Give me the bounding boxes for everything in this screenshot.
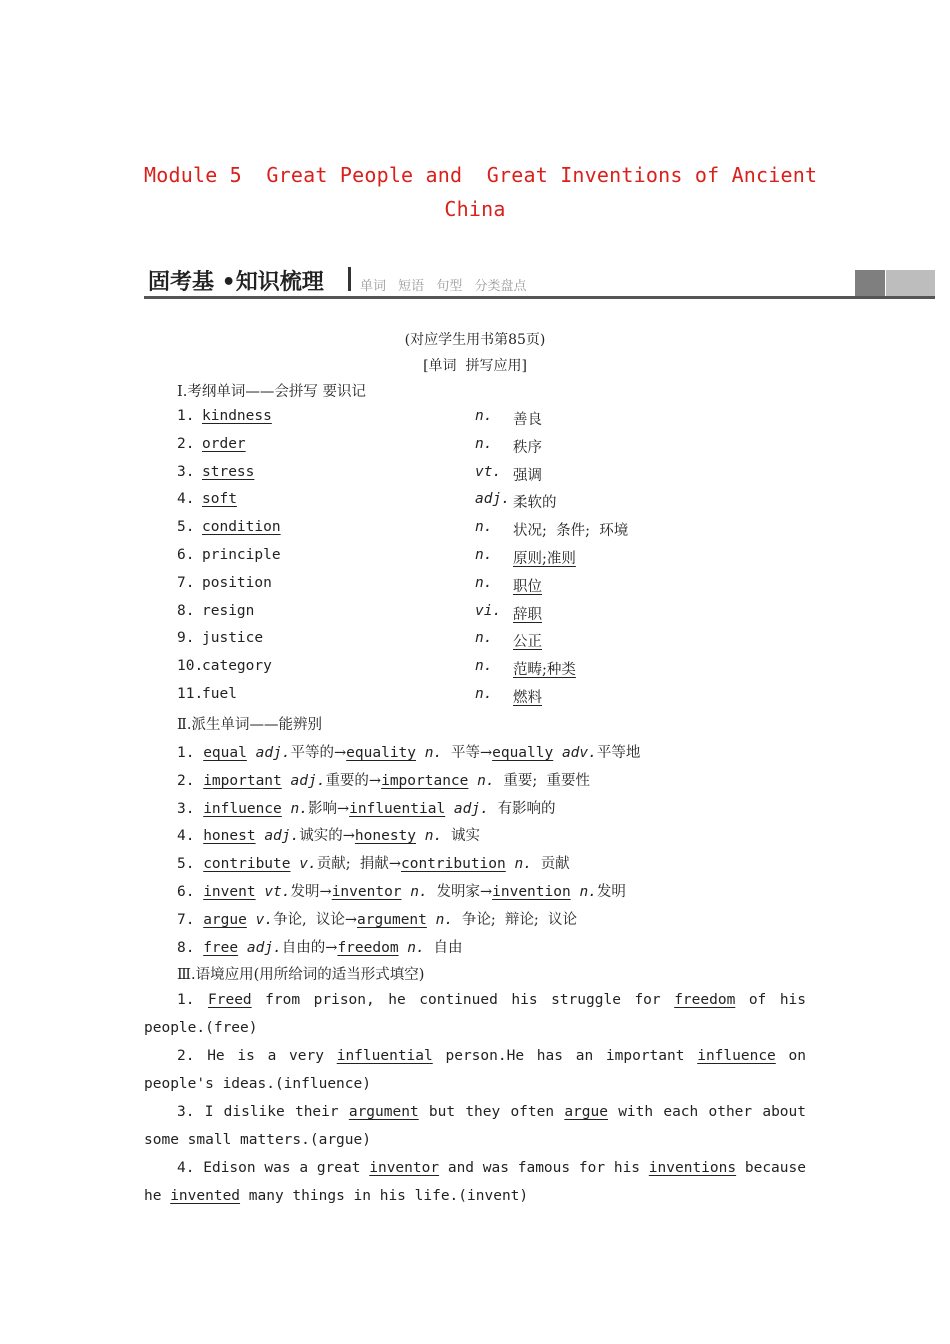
exercise-3 (144, 1099, 806, 1155)
answer-blank: Freed (208, 992, 252, 1008)
part-of-speech: vi. (475, 602, 502, 619)
meaning: 发明→ (290, 884, 332, 900)
item-number: 9. (177, 630, 195, 647)
meaning: 柔软的 (513, 495, 557, 512)
part-of-speech: n. (475, 630, 493, 647)
word: soft (202, 491, 237, 508)
item-number: 5. (177, 856, 195, 873)
item-number: 6. (177, 547, 195, 563)
word: resign (202, 602, 255, 619)
part-of-speech: v. (255, 911, 274, 928)
exercise-number: 3. (177, 1104, 195, 1120)
exercise-number: 1. (177, 992, 195, 1008)
word: condition (202, 519, 281, 536)
subtitle-sentences: 句型 (436, 279, 463, 294)
part-of-speech: n. (475, 408, 493, 424)
base-word: free (203, 939, 239, 956)
exercise-number: 2. (177, 1048, 195, 1064)
block-title: [单词 拼写应用] (423, 358, 527, 374)
item-number: 7. (177, 574, 195, 591)
part-of-speech: n. (475, 547, 493, 563)
part-of-speech: vt. (264, 884, 291, 900)
derived-word: equally (492, 745, 554, 761)
meaning: 强调 (513, 467, 542, 484)
part-of-speech: n. (290, 800, 308, 817)
section-separator (348, 267, 351, 291)
derivation-row (177, 769, 590, 790)
word: justice (202, 630, 264, 647)
answer-blank: influence (697, 1048, 776, 1064)
exercise-text: many things in his life.(invent) (240, 1187, 529, 1204)
part-of-speech: n. (477, 772, 495, 789)
meaning: 影响→ (307, 800, 350, 817)
derivation-row (177, 741, 640, 762)
part-of-speech: n. (475, 519, 493, 536)
meaning: 发明 (596, 884, 626, 900)
exercise-text: person.He has an important (432, 1048, 698, 1064)
decor-block-dark (855, 270, 885, 296)
meaning: 平等→ (450, 745, 493, 761)
part-of-speech: adj. (453, 800, 489, 817)
item-number: 1. (177, 408, 195, 424)
item-number: 7. (177, 911, 195, 928)
meaning: 贡献 (540, 856, 570, 873)
derived-word: argument (357, 911, 427, 928)
meaning: 状况; 条件; 环境 (513, 523, 629, 540)
item-number: 1. (177, 745, 195, 761)
subtitle-phrases: 短语 (398, 279, 425, 294)
page-reference: (对应学生用书第85页) (404, 332, 546, 348)
exercise-text: I dislike their (194, 1104, 349, 1120)
derived-word: importance (381, 772, 469, 789)
meaning: 自由 (433, 939, 463, 956)
subtitle-review: 分类盘点 (474, 279, 527, 294)
section-rule (144, 296, 935, 299)
answer-blank: argument (348, 1104, 419, 1120)
part-of-speech: n. (424, 828, 443, 845)
part-of-speech: n. (435, 911, 454, 928)
exercise-text: because he (144, 1160, 806, 1204)
part-of-speech: n. (475, 435, 493, 452)
item-number: 3. (177, 800, 195, 817)
part-of-speech: n. (475, 686, 493, 702)
item-number: 6. (177, 884, 195, 900)
part-of-speech: v. (299, 856, 317, 873)
answer-blank: freedom (674, 992, 736, 1008)
answer-blank: inventions (648, 1160, 737, 1176)
exercise-text: with each other about some small matters.(argue) (144, 1104, 806, 1148)
part-of-speech: vt. (475, 463, 502, 480)
meaning: 诚实的→ (299, 828, 355, 845)
part-of-speech: adj. (255, 745, 291, 761)
exercise-number: 4. (177, 1160, 195, 1176)
derived-word: invention (492, 884, 571, 900)
part-of-speech: n. (410, 884, 428, 900)
subtitle-words: 单词 (360, 279, 387, 294)
word: order (202, 435, 246, 452)
item-number: 3. (177, 463, 195, 480)
title-line-2: China (444, 197, 506, 221)
word: position (202, 574, 272, 591)
derivation-row (177, 852, 570, 873)
derived-word: freedom (337, 939, 399, 956)
item-number: 4. (177, 828, 195, 845)
part-of-speech: n. (475, 658, 493, 675)
meaning: 范畴;种类 (513, 662, 576, 679)
meaning: 重要; 重要性 (503, 772, 590, 789)
meaning: 自由的→ (281, 939, 338, 956)
item-number: 2. (177, 772, 195, 789)
base-word: influence (203, 800, 282, 817)
word: category (202, 658, 272, 675)
section-header-bar (144, 265, 935, 299)
exercise-text: but they often (418, 1104, 565, 1120)
item-number: 4. (177, 491, 195, 508)
meaning: 平等地 (596, 745, 641, 761)
item-number: 11. (177, 686, 204, 702)
derivation-row (177, 797, 556, 818)
section-subtitles (360, 275, 534, 294)
exercise-text: of his people.(free) (144, 992, 807, 1036)
document-title (144, 158, 818, 226)
derived-word: honesty (354, 828, 417, 845)
part-of-speech: n. (424, 745, 443, 761)
derivation-row (177, 936, 462, 957)
title-line-1: Module 5 Great People and Great Inventions of Ancient (144, 163, 818, 187)
base-word: invent (203, 884, 256, 900)
meaning: 善良 (513, 412, 542, 428)
base-word: honest (203, 828, 256, 845)
part3-heading: Ⅲ.语境应用(用所给词的适当形式填空) (177, 967, 425, 983)
word: principle (202, 547, 281, 563)
decor-block-light (886, 270, 935, 296)
exercise-2 (144, 1043, 806, 1099)
part-of-speech: adj. (290, 772, 326, 789)
meaning: 平等的→ (290, 745, 347, 761)
meaning: 职位 (513, 578, 542, 595)
answer-blank: invented (170, 1187, 241, 1204)
part-of-speech: adj. (246, 939, 282, 956)
base-word: equal (203, 745, 247, 761)
meaning: 贡献; 捐献→ (316, 856, 401, 873)
exercise-1 (144, 987, 806, 1043)
derivation-row (177, 908, 577, 929)
part1-heading: Ⅰ.考纲单词——会拼写 要识记 (177, 384, 366, 400)
derived-word: influential (349, 800, 446, 817)
item-number: 2. (177, 435, 195, 452)
base-word: argue (203, 911, 247, 928)
derivation-row (177, 824, 480, 845)
answer-blank: inventor (369, 1160, 440, 1176)
exercise-text: and was famous for his (439, 1160, 649, 1176)
item-number: 8. (177, 939, 195, 956)
meaning: 秩序 (513, 439, 542, 456)
meaning: 燃料 (513, 690, 542, 706)
meaning: 发明家→ (436, 884, 493, 900)
base-word: contribute (203, 856, 291, 873)
derived-word: inventor (331, 884, 402, 900)
item-number: 10. (177, 658, 204, 675)
answer-blank: argue (564, 1104, 608, 1120)
exercise-text: from prison, he continued his struggle for (251, 992, 675, 1008)
part-of-speech: adj. (264, 828, 300, 845)
meaning: 公正 (513, 634, 542, 651)
part-of-speech: n. (407, 939, 425, 956)
section-heading: 固考基 •知识梳理 (148, 270, 324, 295)
item-number: 5. (177, 519, 195, 536)
derivation-row (177, 880, 626, 901)
part2-heading: Ⅱ.派生单词——能辨别 (177, 717, 322, 733)
derived-word: contribution (400, 856, 506, 873)
meaning: 诚实 (450, 828, 480, 845)
part-of-speech: n. (475, 574, 493, 591)
meaning: 重要的→ (325, 772, 382, 789)
word: fuel (202, 686, 237, 702)
part-of-speech: adv. (561, 745, 597, 761)
derived-word: equality (346, 745, 417, 761)
item-number: 8. (177, 602, 195, 619)
answer-blank: influential (336, 1048, 433, 1064)
word: kindness (202, 408, 272, 424)
meaning: 原则;准则 (513, 551, 576, 567)
meaning: 争论, 议论→ (273, 911, 358, 928)
meaning: 辞职 (513, 606, 542, 623)
base-word: important (203, 772, 282, 789)
exercise-text: on people's ideas.(influence) (144, 1048, 806, 1092)
meaning: 争论; 辩论; 议论 (461, 911, 578, 928)
part-of-speech: n. (514, 856, 532, 873)
exercise-4 (144, 1155, 806, 1211)
exercise-text: Edison was a great (194, 1160, 370, 1176)
meaning: 有影响的 (497, 800, 556, 817)
exercise-text: He is a very (194, 1048, 337, 1064)
part-of-speech: adj. (475, 491, 510, 508)
part-of-speech: n. (579, 884, 597, 900)
word: stress (202, 463, 255, 480)
